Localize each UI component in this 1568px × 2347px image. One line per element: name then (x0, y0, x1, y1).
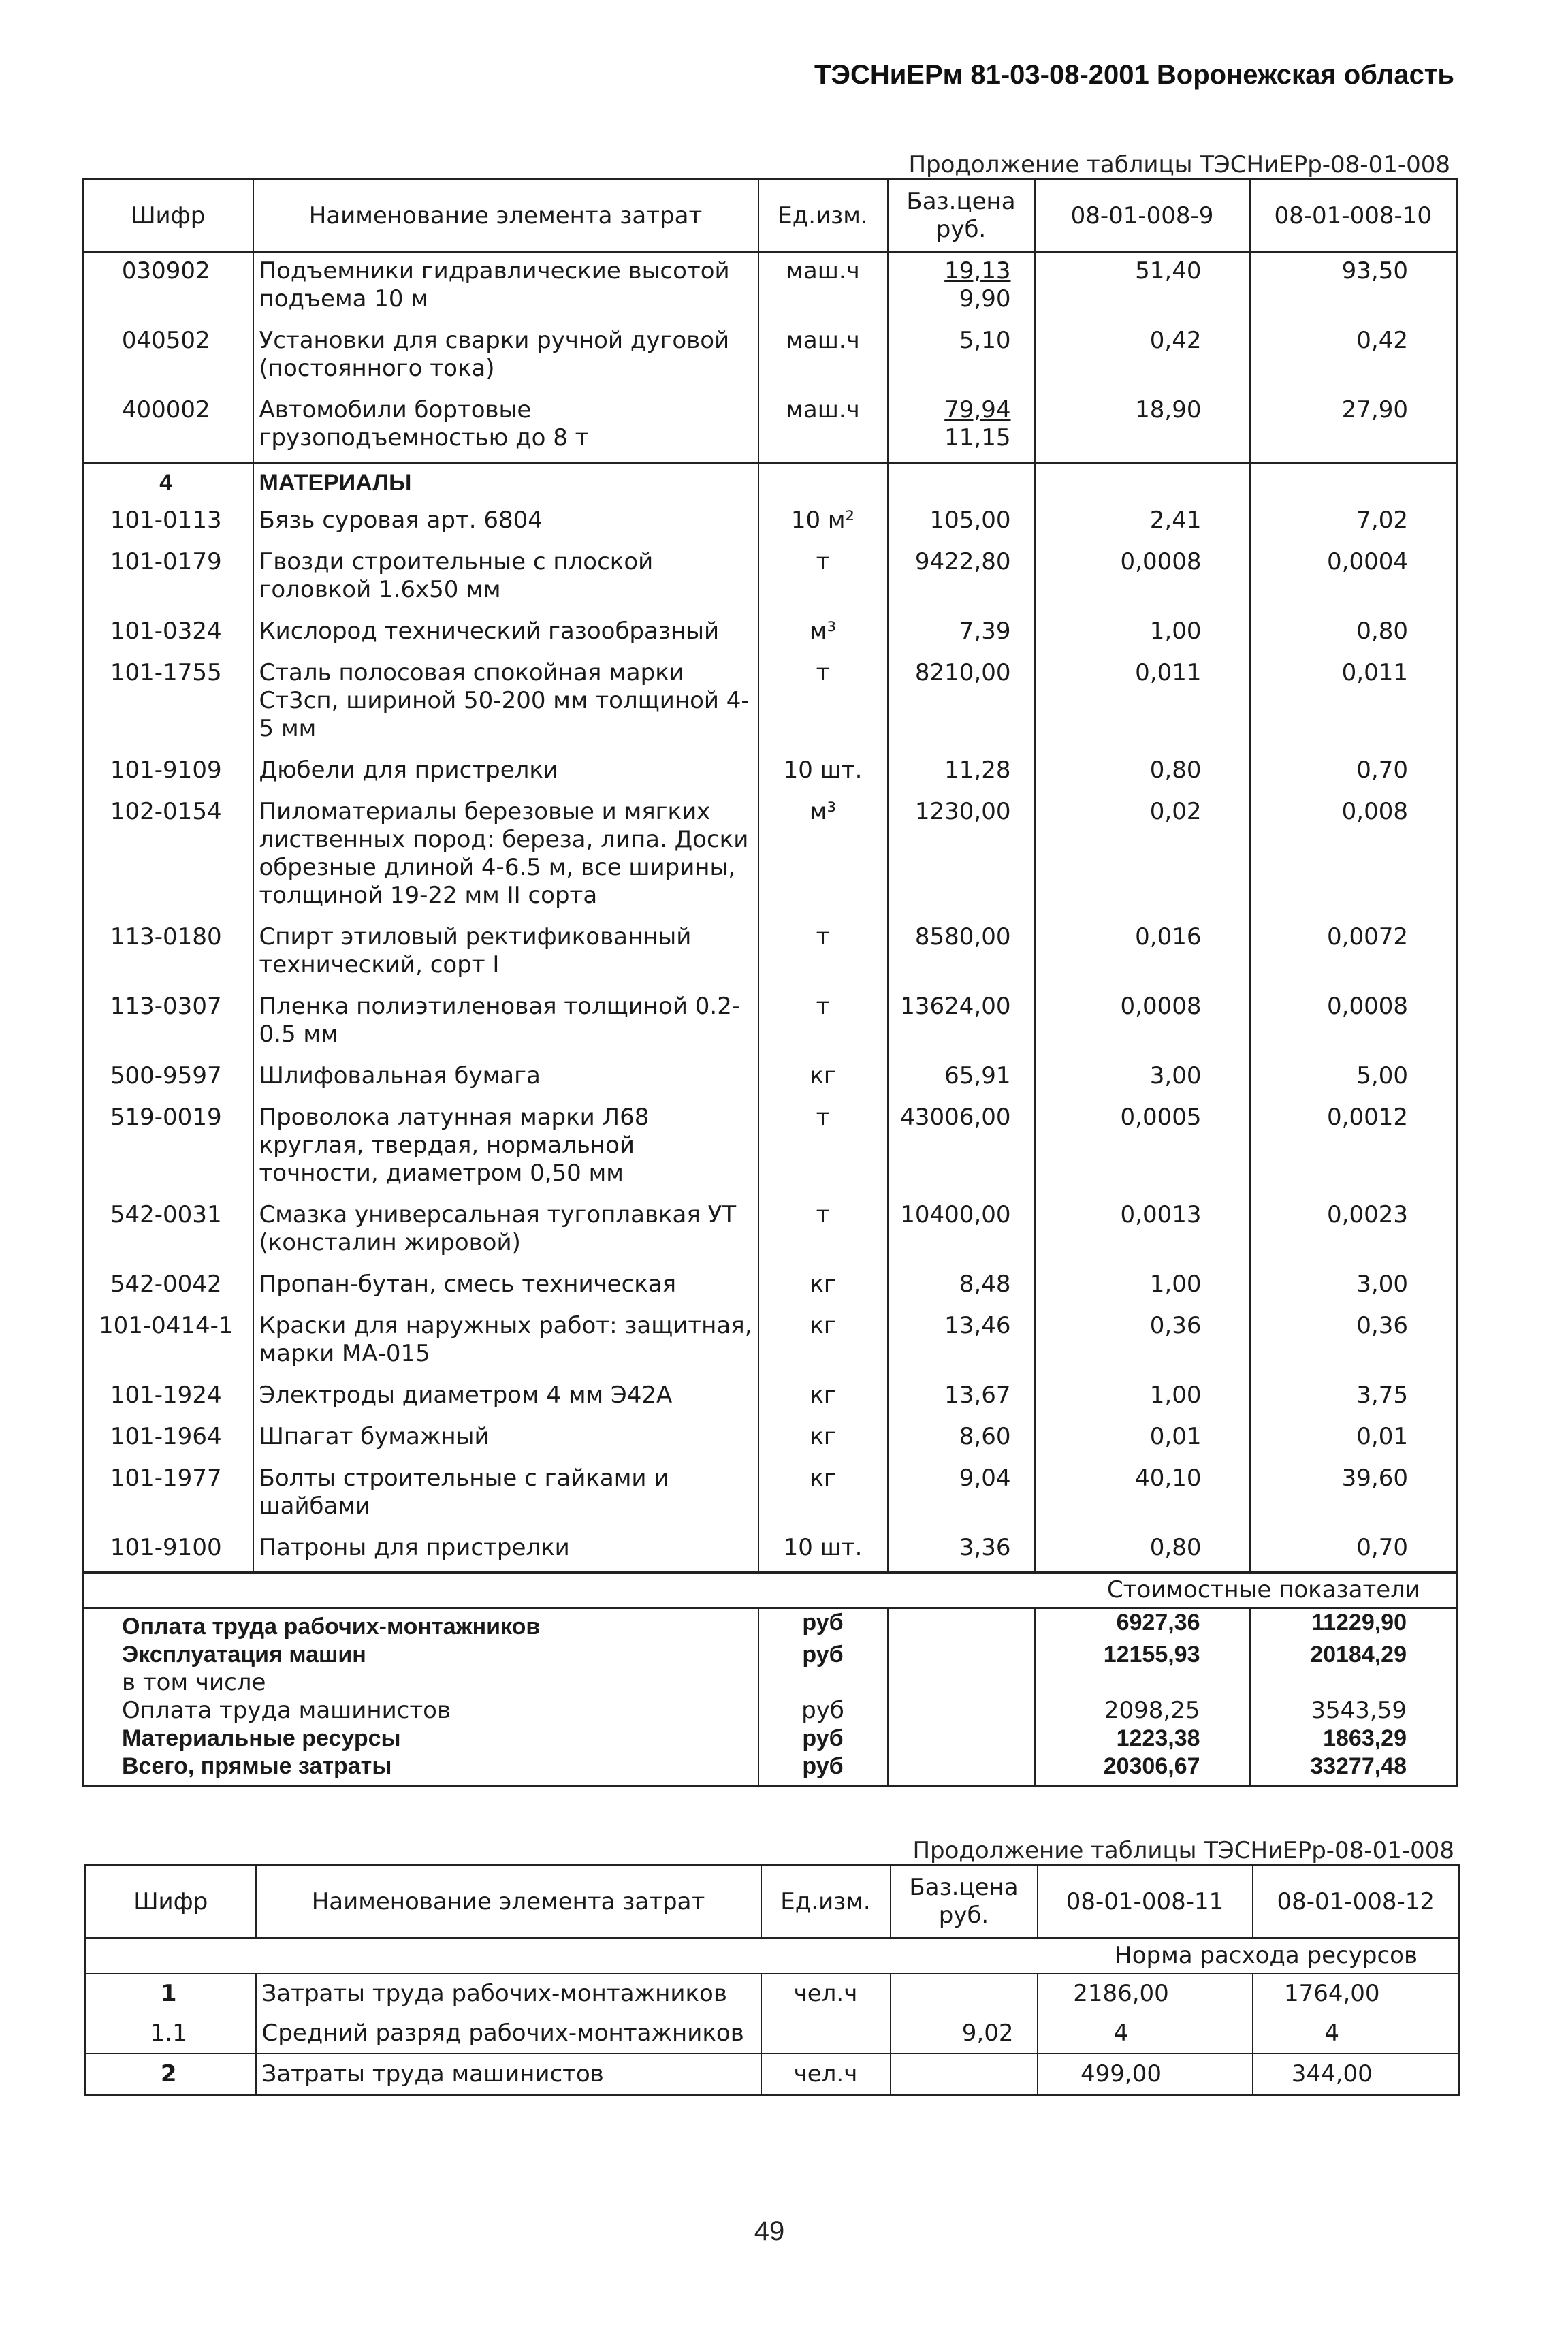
cell-norm-10: 5,00 (1250, 1058, 1457, 1100)
table-row (83, 1419, 1457, 1460)
table-row (83, 655, 1457, 752)
table-row (83, 1197, 1457, 1266)
cell-unit: кг (758, 1266, 888, 1308)
cell-name: Средний разряд рабочих-монтажников (256, 2013, 761, 2054)
cell-norm-10: 0,01 (1250, 1419, 1457, 1460)
summary-unit: руб (758, 1725, 888, 1753)
cell-code: 101-9109 (110, 756, 222, 784)
cell-norm-11: 4 (1038, 2013, 1253, 2054)
section-materials-row (83, 463, 1457, 503)
summary-name: Эксплуатация машин (122, 1642, 366, 1667)
cell-unit: т (758, 989, 888, 1058)
col-header-unit: Ед.изм. (761, 1866, 891, 1938)
cell-norm-9: 0,02 (1035, 794, 1250, 919)
price-value: 5,10 (959, 327, 1011, 354)
cell-name: Спирт этиловый ректификованный технический, сорт I (253, 919, 758, 989)
cell-code: 2 (86, 2054, 256, 2095)
cell-unit: м³ (758, 613, 888, 655)
cell-name: Проволока латунная марки Л68 круглая, твердая, нормальной точности, диаметром 0,50 мм (253, 1100, 758, 1197)
cell-price: 8,60 (888, 1419, 1035, 1460)
cell-code: 101-1977 (110, 1465, 222, 1492)
col-header-code: Шифр (86, 1866, 256, 1938)
cell-norm-9: 1,00 (1035, 1377, 1250, 1419)
cell-unit: маш.ч (758, 253, 888, 323)
summary-row (83, 1725, 1457, 1753)
section-number: 4 (83, 463, 253, 503)
summary-name: Оплата труда рабочих-монтажников (122, 1614, 541, 1640)
summary-norm-9: 20306,67 (1035, 1753, 1250, 1786)
cell-norm-9: 40,10 (1035, 1460, 1250, 1530)
cell-name: Пиломатериалы березовые и мягких лиственных пород: береза, липа. Доски обрезные длиной 4-6.5 м, все ширины, толщиной 19-22 мм II сорта (253, 794, 758, 919)
cell-norm-10: 39,60 (1250, 1460, 1457, 1530)
cell-norm-9: 0,0008 (1035, 989, 1250, 1058)
table1-header-row (83, 180, 1457, 253)
cell-code: 113-0180 (110, 923, 222, 951)
cell-norm-10: 0,0008 (1250, 989, 1457, 1058)
resources-table-1 (82, 178, 1458, 1787)
cell-name: Дюбели для пристрелки (253, 752, 758, 794)
cell-norm-9: 1,00 (1035, 613, 1250, 655)
cell-code: 101-1755 (110, 659, 222, 686)
cell-norm-10: 0,008 (1250, 794, 1457, 919)
cell-norm-9: 3,00 (1035, 1058, 1250, 1100)
table-row (83, 1530, 1457, 1573)
cell-norm-11: 2186,00 (1038, 1973, 1253, 2013)
cell-price: 13,67 (888, 1377, 1035, 1419)
cell-unit: т (758, 919, 888, 989)
summary-norm-9: 6927,36 (1035, 1608, 1250, 1642)
cell-norm-10: 93,50 (1250, 253, 1457, 323)
cell-norm-10: 7,02 (1250, 502, 1457, 544)
cell-price: 8210,00 (888, 655, 1035, 752)
cell-norm-10: 0,36 (1250, 1308, 1457, 1377)
cell-price: 13,46 (888, 1308, 1035, 1377)
labor-section (86, 1973, 1460, 2095)
cell-price: 8580,00 (888, 919, 1035, 989)
cell-unit: кг (758, 1308, 888, 1377)
cell-norm-10: 0,70 (1250, 1530, 1457, 1573)
cell-price: 3,36 (888, 1530, 1035, 1573)
cell-unit: 10 шт. (758, 1530, 888, 1573)
cell-unit: т (758, 655, 888, 752)
cell-name: Болты строительные с гайками и шайбами (253, 1460, 758, 1530)
col-header-norm-12: 08-01-008-12 (1253, 1866, 1460, 1938)
col-header-norm-11: 08-01-008-11 (1038, 1866, 1253, 1938)
summary-price (888, 1608, 1035, 1642)
cell-unit: 10 м² (758, 502, 888, 544)
cell-price (891, 2054, 1038, 2095)
norm-header-row (86, 1938, 1460, 1974)
summary-norm-9: 12155,93 (1035, 1641, 1250, 1669)
table-row (83, 1100, 1457, 1197)
summary-row (83, 1641, 1457, 1669)
summary-header-row (83, 1573, 1457, 1608)
cell-unit: кг (758, 1419, 888, 1460)
cell-norm-9: 0,016 (1035, 919, 1250, 989)
table-row (83, 1058, 1457, 1100)
cell-name: Патроны для пристрелки (253, 1530, 758, 1573)
summary-price (888, 1697, 1035, 1725)
table-row (86, 1973, 1460, 2013)
price-secondary-value: 9,90 (959, 285, 1011, 313)
cell-name: Установки для сварки ручной дуговой (постоянного тока) (253, 323, 758, 392)
table2-header-row (86, 1866, 1460, 1938)
summary-section (83, 1608, 1457, 1786)
cell-name: Кислород технический газообразный (253, 613, 758, 655)
table-row (83, 392, 1457, 463)
summary-label: Стоимостные показатели (83, 1573, 1457, 1608)
cell-code: 519-0019 (110, 1104, 222, 1131)
cell-price: 9,02 (891, 2013, 1038, 2054)
cell-name: Бязь суровая арт. 6804 (253, 502, 758, 544)
summary-price (888, 1641, 1035, 1669)
cell-name: Пропан-бутан, смесь техническая (253, 1266, 758, 1308)
summary-norm-10: 33277,48 (1250, 1753, 1457, 1786)
cell-price: 10400,00 (888, 1197, 1035, 1266)
cell-norm-10: 0,0012 (1250, 1100, 1457, 1197)
cell-price: 105,00 (888, 502, 1035, 544)
section-title: МАТЕРИАЛЫ (253, 463, 758, 503)
col-header-norm-10: 08-01-008-10 (1250, 180, 1457, 253)
cell-name: Краски для наружных работ: защитная, марки МА-015 (253, 1308, 758, 1377)
cell-unit: чел.ч (761, 1973, 891, 2013)
col-header-unit: Ед.изм. (758, 180, 888, 253)
cell-code: 101-0324 (110, 618, 222, 645)
cell-norm-12: 4 (1253, 2013, 1460, 2054)
table-row (83, 752, 1457, 794)
summary-name: Материальные ресурсы (122, 1725, 401, 1751)
page-number: 49 (754, 2216, 785, 2246)
summary-norm-10: 11229,90 (1250, 1608, 1457, 1642)
price-value: 19,13 (944, 257, 1011, 285)
cell-norm-9: 0,011 (1035, 655, 1250, 752)
cell-norm-10: 0,011 (1250, 655, 1457, 752)
summary-row (83, 1753, 1457, 1786)
cell-code: 101-0113 (110, 507, 222, 534)
cell-name: Подъемники гидравлические высотой подъема 10 м (253, 253, 758, 323)
table-row (83, 613, 1457, 655)
cell-code: 113-0307 (110, 993, 222, 1020)
table2-caption: Продолжение таблицы ТЭСНиЕРр-08-01-008 (912, 1837, 1454, 1864)
col-header-price: Баз.цена руб. (888, 180, 1035, 253)
cell-code: 1 (86, 1973, 256, 2013)
table-row (83, 919, 1457, 989)
table-row (83, 989, 1457, 1058)
cell-norm-9: 0,0005 (1035, 1100, 1250, 1197)
cell-price (888, 392, 1035, 463)
table-row (83, 1460, 1457, 1530)
cell-name: Электроды диаметром 4 мм Э42А (253, 1377, 758, 1419)
summary-norm-9: 2098,25 (1035, 1697, 1250, 1725)
table-row (86, 2013, 1460, 2054)
cell-norm-12: 344,00 (1253, 2054, 1460, 2095)
cell-price: 65,91 (888, 1058, 1035, 1100)
cell-name: Затраты труда рабочих-монтажников (256, 1973, 761, 2013)
col-header-name: Наименование элемента затрат (253, 180, 758, 253)
col-header-norm-9: 08-01-008-9 (1035, 180, 1250, 253)
summary-name: в том числе (122, 1669, 266, 1696)
machines-section (83, 253, 1457, 463)
cell-norm-9: 0,01 (1035, 1419, 1250, 1460)
cell-name: Сталь полосовая спокойная марки Ст3сп, шириной 50-200 мм толщиной 4-5 мм (253, 655, 758, 752)
summary-row (83, 1608, 1457, 1642)
cell-norm-10: 0,0072 (1250, 919, 1457, 989)
cell-norm-9: 2,41 (1035, 502, 1250, 544)
cell-norm-10: 3,00 (1250, 1266, 1457, 1308)
table-row (83, 544, 1457, 613)
table-row (86, 2054, 1460, 2095)
cell-price: 13624,00 (888, 989, 1035, 1058)
cell-price: 1230,00 (888, 794, 1035, 919)
cell-norm-9: 0,36 (1035, 1308, 1250, 1377)
norm-label: Норма расхода ресурсов (86, 1938, 1460, 1974)
cell-name: Затраты труда машинистов (256, 2054, 761, 2095)
cell-name: Шлифовальная бумага (253, 1058, 758, 1100)
cell-norm-12: 1764,00 (1253, 1973, 1460, 2013)
cell-norm-10: 0,0023 (1250, 1197, 1457, 1266)
cell-unit: м³ (758, 794, 888, 919)
table1-caption: Продолжение таблицы ТЭСНиЕРр-08-01-008 (908, 151, 1450, 178)
summary-unit: руб (758, 1697, 888, 1725)
table-row (83, 502, 1457, 544)
summary-norm-10: 1863,29 (1250, 1725, 1457, 1753)
summary-unit: руб (758, 1753, 888, 1786)
cell-name: Пленка полиэтиленовая толщиной 0.2-0.5 мм (253, 989, 758, 1058)
summary-unit: руб (758, 1641, 888, 1669)
table-row (83, 1266, 1457, 1308)
cell-price: 11,28 (888, 752, 1035, 794)
cell-unit: т (758, 1100, 888, 1197)
table-row (83, 1377, 1457, 1419)
col-header-code: Шифр (83, 180, 253, 253)
cell-norm-9: 0,42 (1035, 323, 1250, 392)
cell-norm-11: 499,00 (1038, 2054, 1253, 2095)
cell-norm-10: 3,75 (1250, 1377, 1457, 1419)
table-row (83, 323, 1457, 392)
summary-unit (758, 1669, 888, 1697)
cell-norm-10: 0,70 (1250, 752, 1457, 794)
cell-unit: т (758, 544, 888, 613)
document-header: ТЭСНиЕРм 81-03-08-2001 Воронежская область (814, 60, 1454, 90)
cell-price: 9422,80 (888, 544, 1035, 613)
cell-code: 101-1924 (110, 1382, 222, 1409)
summary-row (83, 1697, 1457, 1725)
cell-price: 43006,00 (888, 1100, 1035, 1197)
summary-norm-10 (1250, 1669, 1457, 1697)
summary-row (83, 1669, 1457, 1697)
cell-name: Шпагат бумажный (253, 1419, 758, 1460)
table-row (83, 253, 1457, 323)
materials-section (83, 502, 1457, 1573)
price-value: 79,94 (944, 396, 1011, 424)
cell-unit: чел.ч (761, 2054, 891, 2095)
cell-norm-9: 0,80 (1035, 752, 1250, 794)
summary-norm-9: 1223,38 (1035, 1725, 1250, 1753)
cell-unit: т (758, 1197, 888, 1266)
cell-code: 101-9100 (110, 1534, 222, 1561)
cell-code: 400002 (121, 396, 210, 424)
table-row (83, 1308, 1457, 1377)
summary-price (888, 1725, 1035, 1753)
cell-code: 102-0154 (110, 798, 222, 825)
summary-price (888, 1753, 1035, 1786)
summary-norm-9 (1035, 1669, 1250, 1697)
col-header-name: Наименование элемента затрат (256, 1866, 761, 1938)
cell-norm-9: 0,80 (1035, 1530, 1250, 1573)
summary-price (888, 1669, 1035, 1697)
cell-unit (761, 2013, 891, 2054)
summary-unit: руб (758, 1608, 888, 1642)
cell-unit: маш.ч (758, 392, 888, 463)
cell-name: Смазка универсальная тугоплавкая УТ (консталин жировой) (253, 1197, 758, 1266)
cell-code: 030902 (121, 257, 210, 285)
cell-price (888, 323, 1035, 392)
cell-norm-9: 0,0013 (1035, 1197, 1250, 1266)
cell-code: 542-0031 (110, 1201, 222, 1228)
cell-price: 7,39 (888, 613, 1035, 655)
cell-norm-10: 27,90 (1250, 392, 1457, 463)
cell-price (891, 1973, 1038, 2013)
cell-code: 101-0414-1 (98, 1312, 234, 1339)
cell-code: 1.1 (150, 2019, 187, 2047)
summary-norm-10: 3543,59 (1250, 1697, 1457, 1725)
resources-table-2 (84, 1864, 1460, 2096)
cell-norm-10: 0,42 (1250, 323, 1457, 392)
cell-code: 101-0179 (110, 548, 222, 575)
table-row (83, 794, 1457, 919)
cell-name: Автомобили бортовые грузоподъемностью до 8 т (253, 392, 758, 463)
cell-norm-9: 18,90 (1035, 392, 1250, 463)
cell-price (888, 253, 1035, 323)
cell-price: 9,04 (888, 1460, 1035, 1530)
cell-code: 101-1964 (110, 1423, 222, 1450)
price-secondary-value: 11,15 (944, 424, 1011, 451)
cell-norm-9: 0,0008 (1035, 544, 1250, 613)
cell-norm-10: 0,80 (1250, 613, 1457, 655)
cell-unit: кг (758, 1058, 888, 1100)
cell-unit: кг (758, 1460, 888, 1530)
cell-unit: маш.ч (758, 323, 888, 392)
cell-price: 8,48 (888, 1266, 1035, 1308)
col-header-price: Баз.цена руб. (891, 1866, 1038, 1938)
summary-norm-10: 20184,29 (1250, 1641, 1457, 1669)
cell-norm-9: 51,40 (1035, 253, 1250, 323)
cell-code: 040502 (121, 327, 210, 354)
summary-name: Всего, прямые затраты (122, 1753, 392, 1779)
cell-name: Гвозди строительные с плоской головкой 1.6х50 мм (253, 544, 758, 613)
cell-code: 542-0042 (110, 1271, 222, 1298)
cell-unit: 10 шт. (758, 752, 888, 794)
summary-name: Оплата труда машинистов (122, 1697, 451, 1724)
cell-unit: кг (758, 1377, 888, 1419)
cell-norm-9: 1,00 (1035, 1266, 1250, 1308)
cell-norm-10: 0,0004 (1250, 544, 1457, 613)
cell-code: 500-9597 (110, 1062, 222, 1089)
